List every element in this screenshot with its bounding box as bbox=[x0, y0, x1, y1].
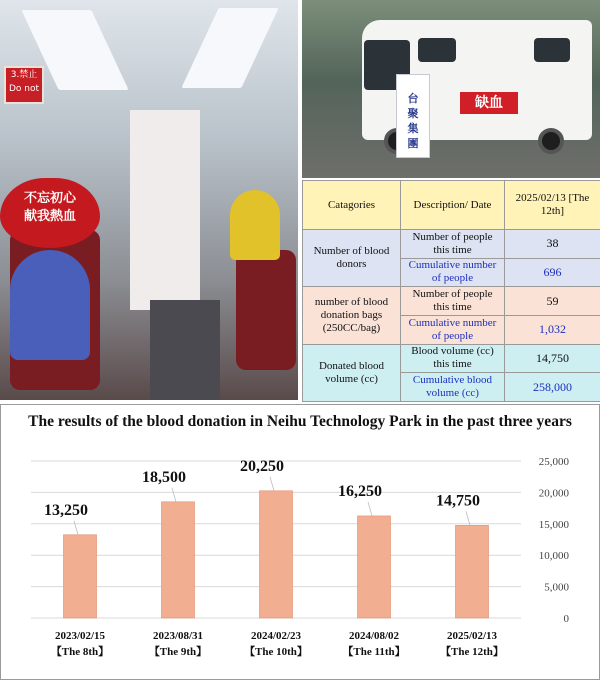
value-cell: 696 bbox=[505, 258, 600, 287]
x-tick-label: 【The 8th】 bbox=[50, 646, 110, 658]
table-row bbox=[303, 230, 600, 259]
flag-text: 團 bbox=[407, 137, 419, 150]
x-tick-label: 【The 10th】 bbox=[244, 646, 308, 658]
x-tick-label: 2025/02/13 bbox=[446, 630, 498, 642]
rear-wall bbox=[130, 110, 200, 310]
donor-person bbox=[230, 190, 280, 260]
y-tick-label: 0 bbox=[563, 613, 569, 625]
description-cell: Cumulative number of people bbox=[401, 315, 505, 344]
description-cell: Number of people this time bbox=[401, 230, 505, 259]
value-cell: 38 bbox=[505, 230, 600, 259]
x-tick-label: 2024/08/02 bbox=[348, 630, 400, 642]
x-tick-label: 2023/02/15 bbox=[54, 630, 106, 642]
x-tick-label: 【The 11th】 bbox=[342, 646, 406, 658]
aisle-floor bbox=[150, 300, 220, 400]
donation-chair bbox=[236, 250, 296, 370]
bus-window bbox=[418, 38, 456, 62]
sign-text: 3.禁止 bbox=[10, 70, 38, 80]
value-cell: 59 bbox=[505, 287, 600, 316]
label-leader bbox=[74, 521, 78, 535]
header-description: Description/ Date bbox=[401, 181, 505, 230]
data-label: 18,500 bbox=[142, 468, 186, 486]
heart-sign bbox=[0, 178, 100, 248]
ceiling-light bbox=[181, 8, 278, 88]
y-tick-label: 5,000 bbox=[544, 581, 569, 594]
sign-text: Do not bbox=[8, 84, 40, 94]
y-tick-label: 10,000 bbox=[538, 550, 569, 563]
description-cell: Blood volume (cc) this time bbox=[401, 344, 505, 373]
blood-bus-photo bbox=[302, 0, 600, 178]
data-label: 20,250 bbox=[240, 457, 284, 475]
heart-sign-text: 献我熱血 bbox=[23, 209, 76, 224]
bus-interior-photo bbox=[0, 0, 298, 400]
description-cell: Cumulative blood volume (cc) bbox=[401, 373, 505, 402]
data-label: 13,250 bbox=[44, 501, 88, 519]
value-cell: 14,750 bbox=[505, 344, 600, 373]
x-tick-label: 【The 9th】 bbox=[148, 646, 208, 658]
label-leader bbox=[466, 511, 470, 525]
bar bbox=[162, 502, 195, 618]
table-header-row bbox=[303, 181, 600, 230]
bar bbox=[358, 516, 391, 618]
value-cell: 258,000 bbox=[505, 373, 600, 402]
header-categories: Catagories bbox=[303, 181, 401, 230]
donation-results-chart bbox=[0, 404, 600, 680]
bar bbox=[260, 491, 293, 618]
bus-wheel bbox=[538, 128, 564, 154]
company-flag bbox=[396, 74, 430, 158]
x-tick-label: 2024/02/23 bbox=[250, 630, 302, 642]
description-cell: Number of people this time bbox=[401, 287, 505, 316]
category-cell: Donated blood volume (cc) bbox=[303, 344, 401, 401]
donation-stats-table bbox=[302, 180, 600, 402]
chart-canvas bbox=[1, 405, 599, 679]
bus-banner: 缺血 bbox=[460, 92, 518, 114]
table-row bbox=[303, 287, 600, 316]
y-tick-label: 20,000 bbox=[538, 487, 569, 500]
flag-text: 集 bbox=[407, 122, 419, 135]
header-date: 2025/02/13 [The 12th] bbox=[505, 181, 600, 230]
category-cell: number of blood donation bags (250CC/bag) bbox=[303, 287, 401, 344]
bar bbox=[456, 525, 489, 618]
chart-title: The results of the blood donation in Neihu Technology Park in the past three years bbox=[28, 413, 572, 430]
flag-text: 台 bbox=[407, 92, 419, 105]
label-leader bbox=[270, 477, 274, 491]
category-cell: Number of blood donors bbox=[303, 230, 401, 287]
label-leader bbox=[172, 488, 176, 502]
y-tick-label: 25,000 bbox=[538, 456, 569, 468]
x-tick-label: 【The 12th】 bbox=[440, 646, 504, 658]
value-cell: 1,032 bbox=[505, 315, 600, 344]
heart-sign-text: 不忘初心 bbox=[23, 191, 76, 206]
y-tick-label: 15,000 bbox=[538, 518, 569, 531]
no-sign-badge bbox=[4, 66, 44, 104]
table-row bbox=[303, 344, 600, 373]
donor-person bbox=[10, 250, 90, 360]
bar bbox=[64, 535, 97, 618]
x-tick-label: 2023/08/31 bbox=[152, 630, 204, 642]
description-cell: Cumulative number of people bbox=[401, 258, 505, 287]
bus-window bbox=[534, 38, 570, 62]
data-label: 16,250 bbox=[338, 482, 382, 500]
label-leader bbox=[368, 502, 372, 516]
flag-text: 聚 bbox=[407, 107, 419, 120]
data-label: 14,750 bbox=[436, 492, 480, 510]
